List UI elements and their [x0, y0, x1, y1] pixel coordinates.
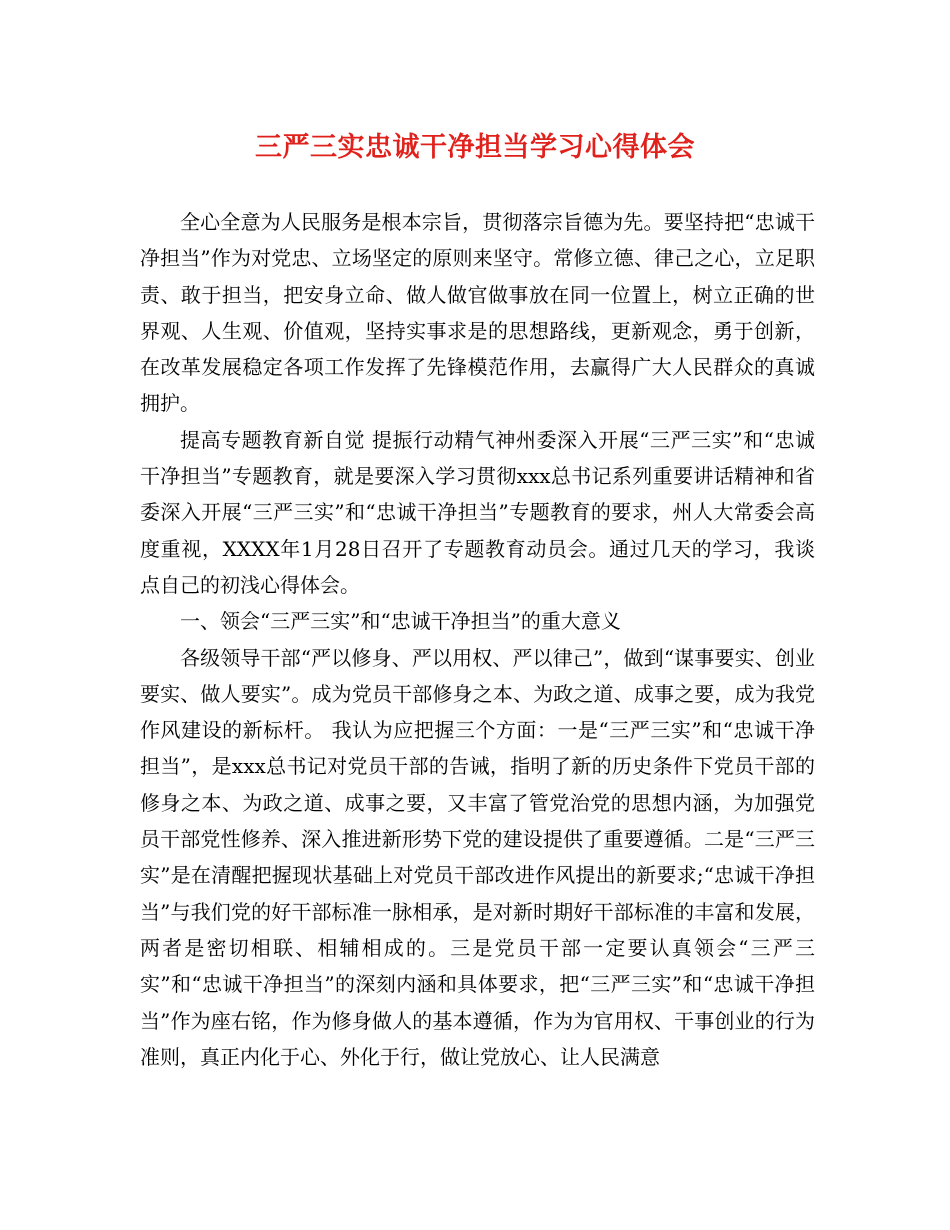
paragraph-education: 提高专题教育新自觉 提振行动精气神州委深入开展“三严三实”和“忠诚干净担当”专题教育，就是要深入学习贯彻xxx总书记系列重要讲话精神和省委深入开展“三严三实”和“忠诚干净担当”专题教育的要求，州人大常委会高度重视，XXXX年1月28日召开了专题教育动员会。通过几天的学习，我谈点自己的初浅心得体会。	[140, 427, 815, 597]
section-heading-1: 一、领会“三严三实”和“忠诚干净担当”的重大意义	[180, 609, 621, 634]
document-title: 三严三实忠诚干净担当学习心得体会	[255, 132, 695, 163]
document-body	[140, 204, 815, 1075]
paragraph-significance: 各级领导干部“严以修身、严以用权、严以律己”，做到“谋事要实、创业要实、做人要实”。成为党员干部修身之本、为政之道、成事之要，成为我党作风建设的新标杆。 我认为应把握三个方面：一是“三严三实”和“忠诚干净担当”，是xxx总书记对党员干部的告诫，指明了新的历史条件下党员干部的修身之本、为政之道、成事之要，又丰富了管党治党的思想内涵，为加强党员干部党性修养、深入推进新形势下党的建设提供了重要遵循。二是“三严三实”是在清醒把握现状基础上对党员干部改进作风提出的新要求;“忠诚干净担当”与我们党的好干部标准一脉相承，是对新时期好干部标准的丰富和发展，两者是密切相联、相辅相成的。三是党员干部一定要认真领会“三严三实”和“忠诚干净担当”的深刻内涵和具体要求，把“三严三实”和“忠诚干净担当”作为座右铭，作为修身做人的基本遵循，作为为官用权、干事创业的行为准则，真正内化于心、外化于行，做让党放心、让人民满意	[140, 645, 815, 1069]
paragraph-intro: 全心全意为人民服务是根本宗旨，贯彻落宗旨德为先。要坚持把“忠诚干净担当”作为对党忠、立场坚定的原则来坚守。常修立德、律己之心，立足职责、敢于担当，把安身立命、做人做官做事放在同一位置上，树立正确的世界观、人生观、价值观，坚持实事求是的思想路线，更新观念，勇于创新，在改革发展稳定各项工作发挥了先锋模范作用，去赢得广大人民群众的真诚拥护。	[140, 210, 815, 416]
